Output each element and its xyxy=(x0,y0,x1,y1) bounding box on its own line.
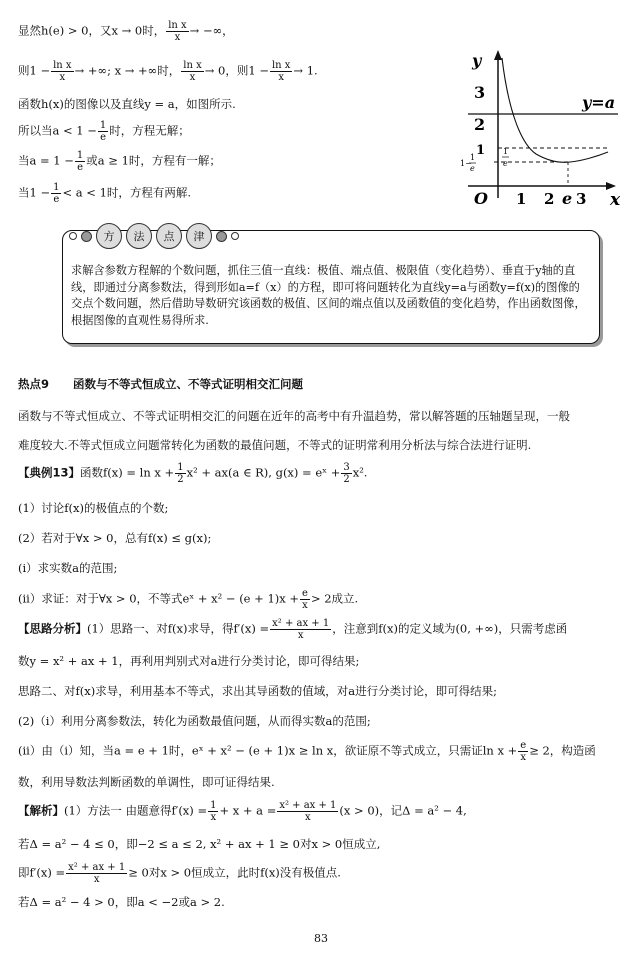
function-graph xyxy=(458,48,628,210)
decor-dot-icon xyxy=(216,231,227,242)
x-tick-2: 2 xyxy=(544,190,555,208)
page-number: 83 xyxy=(314,932,328,945)
method-char-3: 点 xyxy=(156,223,182,249)
decor-dot-icon xyxy=(81,231,92,242)
hot-paragraph-2: 难度较大.不等式恒成立问题常转化为函数的最值问题，不等式的证明常利用分析法与综合法进行证明. xyxy=(18,438,532,452)
origin-label: O xyxy=(474,189,488,208)
method-char-1: 方 xyxy=(96,223,122,249)
analysis-line-4: (2)（i）利用分离参数法，转化为函数最值问题，从而得实数a的范围; xyxy=(18,714,371,728)
decor-dot-icon xyxy=(231,232,239,240)
intro-line-1: 显然h(e) > 0，又x → 0时， $\frac{\text{ln x}}{x}$ → −∞， xyxy=(18,20,234,43)
y-tick-3: 3 xyxy=(474,83,486,102)
h-label-n: 1 xyxy=(503,147,509,156)
hot-paragraph-1: 函数与不等式恒成立、不等式证明相交汇的问题在近年的高考中有升温趋势，常以解答题的压轴题呈现，一般 xyxy=(18,409,570,423)
question-1: (1）讨论f(x)的极值点的个数; xyxy=(18,501,169,515)
x-tick-1: 1 xyxy=(516,190,527,208)
y-axis-arrow-icon xyxy=(494,50,502,60)
x-axis-label: x xyxy=(610,190,621,210)
method-char-2: 法 xyxy=(126,223,152,249)
example-statement: 【典例13】函数f(x) = ln x + $\frac{1}{2}$ x² + ax(a ∈ R), g(x) = eˣ + $\frac{3}{2}$ x². xyxy=(18,462,368,485)
y-small-prefix: 1− xyxy=(460,159,472,168)
analysis-line-2: 数y = x² + ax + 1，再利用判别式对a进行分类讨论，即可得结果; xyxy=(18,654,360,668)
method-tip-box xyxy=(62,230,600,344)
solution-line-4: 若Δ = a² − 4 > 0，即a < −2或a > 2. xyxy=(18,895,225,909)
method-char-4: 津 xyxy=(186,223,212,249)
intro-line-3: 函数h(x)的图像以及直线y = a，如图所示. xyxy=(18,97,236,111)
intro-line-5: 当a = 1 − $\frac{1}{e}$ 或a ≥ 1时，方程有一解； xyxy=(18,150,221,173)
y-small-n: 1 xyxy=(470,153,476,162)
intro-line-6: 当1 − $\frac{1}{e}$ < a < 1时，方程有两解. xyxy=(18,182,192,205)
x-tick-e: e xyxy=(562,189,573,208)
method-title-badge xyxy=(69,222,239,250)
solution-line-2: 若Δ = a² − 4 ≤ 0，即−2 ≤ a ≤ 2, x² + ax + 1 ≥ 0对x > 0恒成立, xyxy=(18,837,381,851)
y-small-d: e xyxy=(470,164,475,173)
x-axis-arrow-icon xyxy=(606,182,616,190)
analysis-line-5: (ii）由（i）知，当a = e + 1时，eˣ + x² − (e + 1)x ≥ ln x，欲证原不等式成立，只需证ln x + $\frac{e}{x}$ ≥ 2，构造函 xyxy=(18,740,596,763)
decor-dot-icon xyxy=(69,232,77,240)
question-2: (2）若对于∀x > 0，总有f(x) ≤ g(x); xyxy=(18,531,212,545)
h-label-d: e xyxy=(503,159,508,168)
y-tick-2: 2 xyxy=(474,115,486,134)
x-tick-3: 3 xyxy=(576,190,587,208)
y-axis-label: y xyxy=(472,51,482,70)
hot-heading: 热点9 函数与不等式恒成立、不等式证明相交汇问题 xyxy=(18,377,304,391)
intro-line-2: 则1 − $\frac{\text{ln x}}{x}$ → +∞; x → +∞时， $\frac{\text{ln x}}{x}$ → 0，则1 − $\frac{\text{ln x}}{x}$ → 1. xyxy=(18,60,318,83)
question-2-ii: (ii）求证：对于∀x > 0，不等式eˣ + x² − (e + 1)x + $\frac{e}{x}$ > 2成立. xyxy=(18,588,359,611)
line-y-a-label: y=a xyxy=(582,93,616,112)
solution-line-3: 即f′(x) = $\frac{\text{x² + ax + 1}}{x}$ ≥ 0对x > 0恒成立，此时f(x)没有极值点. xyxy=(18,862,341,885)
analysis-line-6: 数，利用导数法判断函数的单调性，即可证得结果. xyxy=(18,775,275,789)
intro-line-4: 所以当a < 1 − $\frac{1}{e}$ 时，方程无解； xyxy=(18,120,190,143)
solution-line-1: 【解析】(1）方法一 由题意得f′(x) = $\frac{1}{x}$ + x + a = $\frac{\text{x² + ax + 1}}{x}$ (x > 0)，记Δ = a² − 4, xyxy=(18,800,467,823)
analysis-line-1: 【思路分析】(1）思路一、对f(x)求导，得f′(x) = $\frac{\text{x² + ax + 1}}{x}$ ，注意到f(x)的定义域为(0, +∞)，只需考虑函 xyxy=(18,618,568,641)
method-text: 求解含参数方程解的个数问题，抓住三值一直线：极值、端点值、极限值（变化趋势）、垂直于y轴的直线，即通过分离参数法，得到形如a=f（x）的方程，即可将问题转化为直线y=a与函数y=f(x)的图像的交点个数问题，然后借助导数研究该函数的极值、区间的端点值以及函数值的变化趋势，作出函数图像，根据图像的直观性易得所求. xyxy=(71,264,586,327)
analysis-line-3: 思路二、对f(x)求导，利用基本不等式，求出其导函数的值域，对a进行分类讨论，即可得结果; xyxy=(18,684,497,698)
question-2-i: (i）求实数a的范围; xyxy=(18,561,118,575)
y-tick-1: 1 xyxy=(476,143,486,158)
